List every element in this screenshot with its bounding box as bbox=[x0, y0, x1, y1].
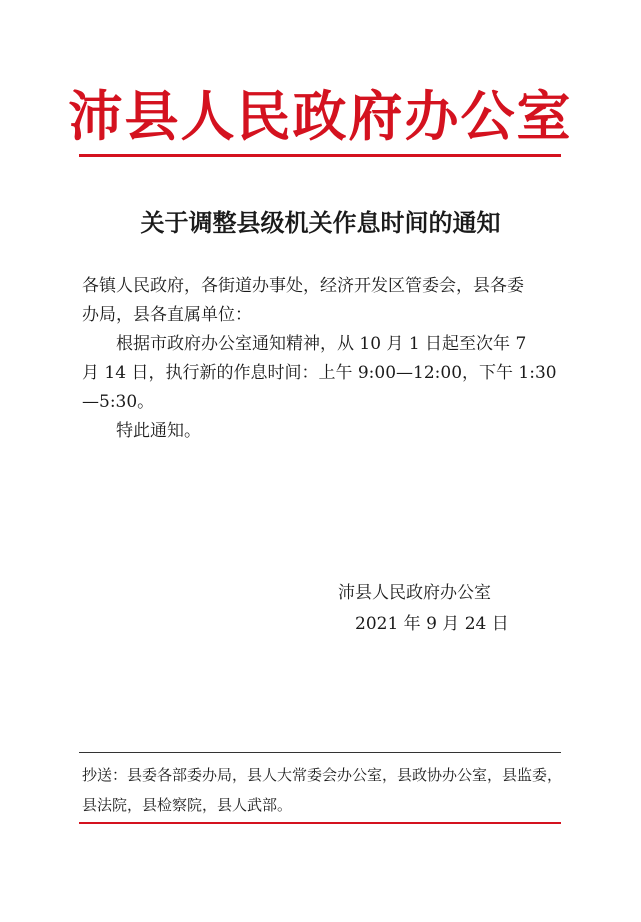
document-title: 关于调整县级机关作息时间的通知 bbox=[140, 209, 501, 237]
closing-line: 特此通知。 bbox=[116, 421, 201, 441]
paragraph-1-line-1: 根据市政府办公室通知精神，从 10 月 1 日起至次年 7 bbox=[116, 334, 527, 354]
header-red-rule bbox=[79, 154, 561, 157]
signature-date: 2021 年 9 月 24 日 bbox=[355, 614, 509, 634]
issuer-header-title: 沛县人民政府办公室 bbox=[68, 85, 573, 148]
cc-line-1: 抄送：县委各部委办局，县人大常委会办公室，县政协办公室，县监委， bbox=[82, 766, 563, 784]
paragraph-1-line-3: —5:30。 bbox=[82, 392, 155, 412]
signature-issuer: 沛县人民政府办公室 bbox=[338, 583, 491, 603]
cc-line-2: 县法院，县检察院，县人武部。 bbox=[82, 796, 293, 814]
cc-top-rule bbox=[79, 752, 561, 753]
paragraph-1-line-2: 月 14 日，执行新的作息时间：上午 9:00—12:00，下午 1:30 bbox=[82, 363, 557, 383]
recipients-line-2: 办局，县各直属单位： bbox=[82, 305, 252, 325]
recipients-line-1: 各镇人民政府，各街道办事处，经济开发区管委会，县各委 bbox=[82, 276, 524, 296]
document-body bbox=[82, 272, 562, 446]
cc-section bbox=[82, 760, 562, 820]
footer-red-rule bbox=[79, 822, 561, 824]
